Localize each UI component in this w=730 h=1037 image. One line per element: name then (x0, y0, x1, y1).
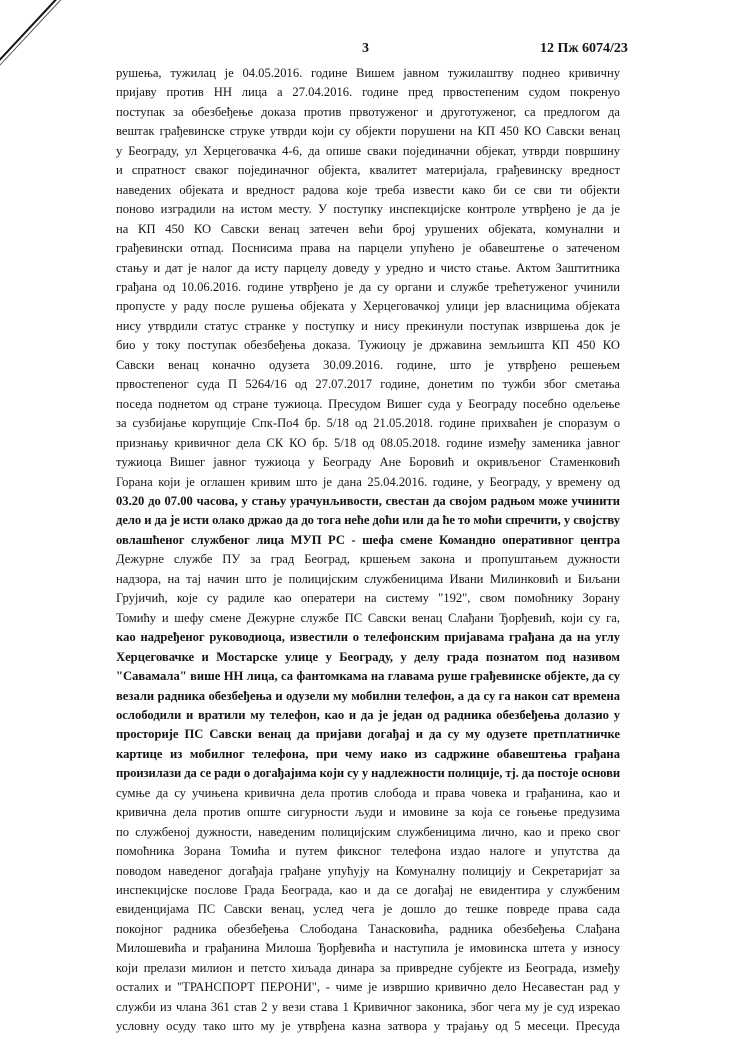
text-line: Горана који је оглашен кривим што је дана 25.04.2016. године, у Београду, у времену од (116, 474, 620, 489)
text-line: поводом наведеног догађаја грађане упућују на Комуналну полицију и Секретаријат за (116, 863, 620, 878)
text-line: по службеној дужности, наведеним полицијским службеницима лично, као и преко свог (116, 824, 620, 839)
text-line: осталих и "ТРАНСПОРТ ПЕРОНИ", - чиме је извршио кривично дело Несавестан рад у (116, 980, 620, 995)
text-line: првостепеног суда П 5264/16 од 27.07.2017 године, донетим по тужби због сметања (116, 377, 620, 392)
text-line: сумње да су учињена кривична дела против слобода и права човека и грађанина, као и (116, 785, 620, 800)
text-line: Херцеговачке и Мостарске улице у Београду, у делу града познатом под називом (116, 649, 620, 664)
text-line: Томићу и шефу смене Дежурне службе ПС Савски венац Слађани Ђорђевић, који су га, (116, 610, 620, 625)
text-line: произилази да се ради о догађајима који су у надлежности полиције, тј. да постоје основи (116, 766, 621, 781)
text-line: био у току поступак обезбеђења доказа. Тужиоцу је државина земљишта КП 450 КО (116, 338, 620, 353)
text-line: кривична дела против опште сигурности људи и имовине за која се гоњење предузима (116, 805, 620, 820)
text-line: служби из члана 361 став 2 у вези става 1 Кривичног законика, због чега му је суд изрекао (116, 999, 620, 1014)
text-line: поступак за обезбеђење доказа против првотуженог и друготуженог, са предлогом да (116, 104, 620, 119)
text-line: 03.20 до 07.00 часова, у стању урачунљивости, свестан да својом радњом може учинити (116, 493, 620, 508)
text-line: инспекцијске послове Града Београда, као и да се догађај не евидентира у службеним (116, 883, 620, 898)
text-line: стању и дат је налог да исту парцелу доведу у уредно и чисто стање. Актом Заштитника (116, 260, 620, 275)
text-line: и спратност сваког појединачног објекта, квалитет материјала, грађевинску вредност (116, 163, 620, 178)
text-line: у Београду, ул Херцеговачка 4-6, да опише сваки појединачни објекат, утврди површину (116, 143, 620, 158)
page-number: 3 (362, 41, 369, 56)
text-line: овлашћеног службеног лица МУП РС - шефа смене Командно оперативног центра (116, 532, 620, 547)
text-line: везали радника обезбеђења и одузели му мобилни телефон, а да су га након сат времена (116, 688, 620, 703)
case-number: 12 Пж 6074/23 (540, 41, 628, 56)
text-line: надзора, на тај начин што је полицијским службеницима Ивани Милинковић и Биљани (116, 571, 620, 586)
text-line: покојног радника обезбеђења Слободана Танасковића, радника обезбеђења Слађана (116, 921, 620, 936)
text-line: поново изградили на истом месту. У поступку инспекцијске контроле утврђено је да је (116, 202, 620, 217)
text-line: грађана од 10.06.2016. године утврђено је да су органи и службе трећетуженог учинили (116, 279, 620, 294)
text-line: признању кривичног дела СК КО бр. 5/18 од 08.05.2018. године између заменика јавног (116, 435, 620, 450)
body-text (116, 64, 620, 1037)
text-line: Дежурне службе ПУ за град Београд, кршењем закона и пропуштањем дужности (116, 552, 620, 567)
text-line: картице из мобилног телефона, при чему иако из садржине обавештења грађана (116, 746, 620, 761)
text-line: поседа поднетом од стране тужиоца. Пресудом Вишег суда у Београду посебно одељење (116, 396, 620, 411)
text-line: наведених објеката и вредност радова које треба извести како би се сви ти објекти (116, 182, 620, 197)
text-line: "Савамала" више НН лица, са фантомкама на главама руше грађевинске објекте, да су (116, 669, 620, 684)
text-line: рушења, тужилац је 04.05.2016. године Вишем јавном тужилаштву поднео кривичну (116, 66, 620, 80)
text-line: тужиоца Вишег јавног тужиоца у Београду Ане Боровић и окривљеног Стаменковић (116, 455, 620, 470)
text-line: просторије ПС Савски венац да пријави догађај и да су му одузете претплатничке (116, 727, 620, 742)
text-line: грађевински отпад. Поснисима права на парцели упућено је обавештење о затеченом (116, 241, 620, 256)
text-line: Милошевића и грађанина Милоша Ђорђевића и наступила је имовинска штета у износу (116, 941, 620, 956)
text-line: за сузбијање корупције Спк-По4 бр. 5/18 од 21.05.2018. године прихваћен је споразум о (116, 416, 620, 431)
text-line: условну осуду тако што му је утврђена казна затвора у трајању од 5 месеци. Пресуда (116, 1019, 620, 1034)
text-line: вештак грађевинске струке утврди који су објекти порушени на КП 450 КО Савски венац (116, 124, 620, 139)
text-line: ослободили и вратили му телефон, као и да је један од радника обезбеђења долазио у (116, 707, 620, 722)
text-line: помоћника Зорана Томића и путем фиксног телефона издао налоге и упутства да (116, 844, 620, 859)
text-line: дело и да је исти олако држао да до тога неће доћи или да ће то моћи спречити, у својству (116, 513, 620, 528)
text-line: на КП 450 КО Савски венац затечен већи број урушених објеката, комунални и (116, 221, 620, 236)
text-line: нису утврдили статус странке у поступку и нису прекинули поступак извршења док је (116, 318, 620, 333)
text-line: пријаву против НН лица а 27.04.2016. године пред првостепеним судом покренуо (116, 85, 620, 100)
text-line: Савски венац коначно одузета 30.09.2016. године, што је утврђено решењем (116, 357, 620, 372)
text-line: евиденцијама ПС Савски венац, услед чега је дошло до тешке повреде права сада (116, 902, 620, 917)
text-line: пропусте у раду после рушења објеката у Херцеговачкој улици јер власницима објеката (116, 299, 620, 314)
text-line: као надређеног руководиоца, известили о телефонским пријавама грађана да на углу (116, 630, 620, 645)
scan-artifact-line (0, 0, 90, 82)
text-line: који прелази милион и петсто хиљада динара за привредне субјекте из Београда, између (116, 960, 620, 975)
text-line: Грујичић, које су радиле као оператери на систему "192", свом помоћнику Зорану (116, 591, 620, 606)
